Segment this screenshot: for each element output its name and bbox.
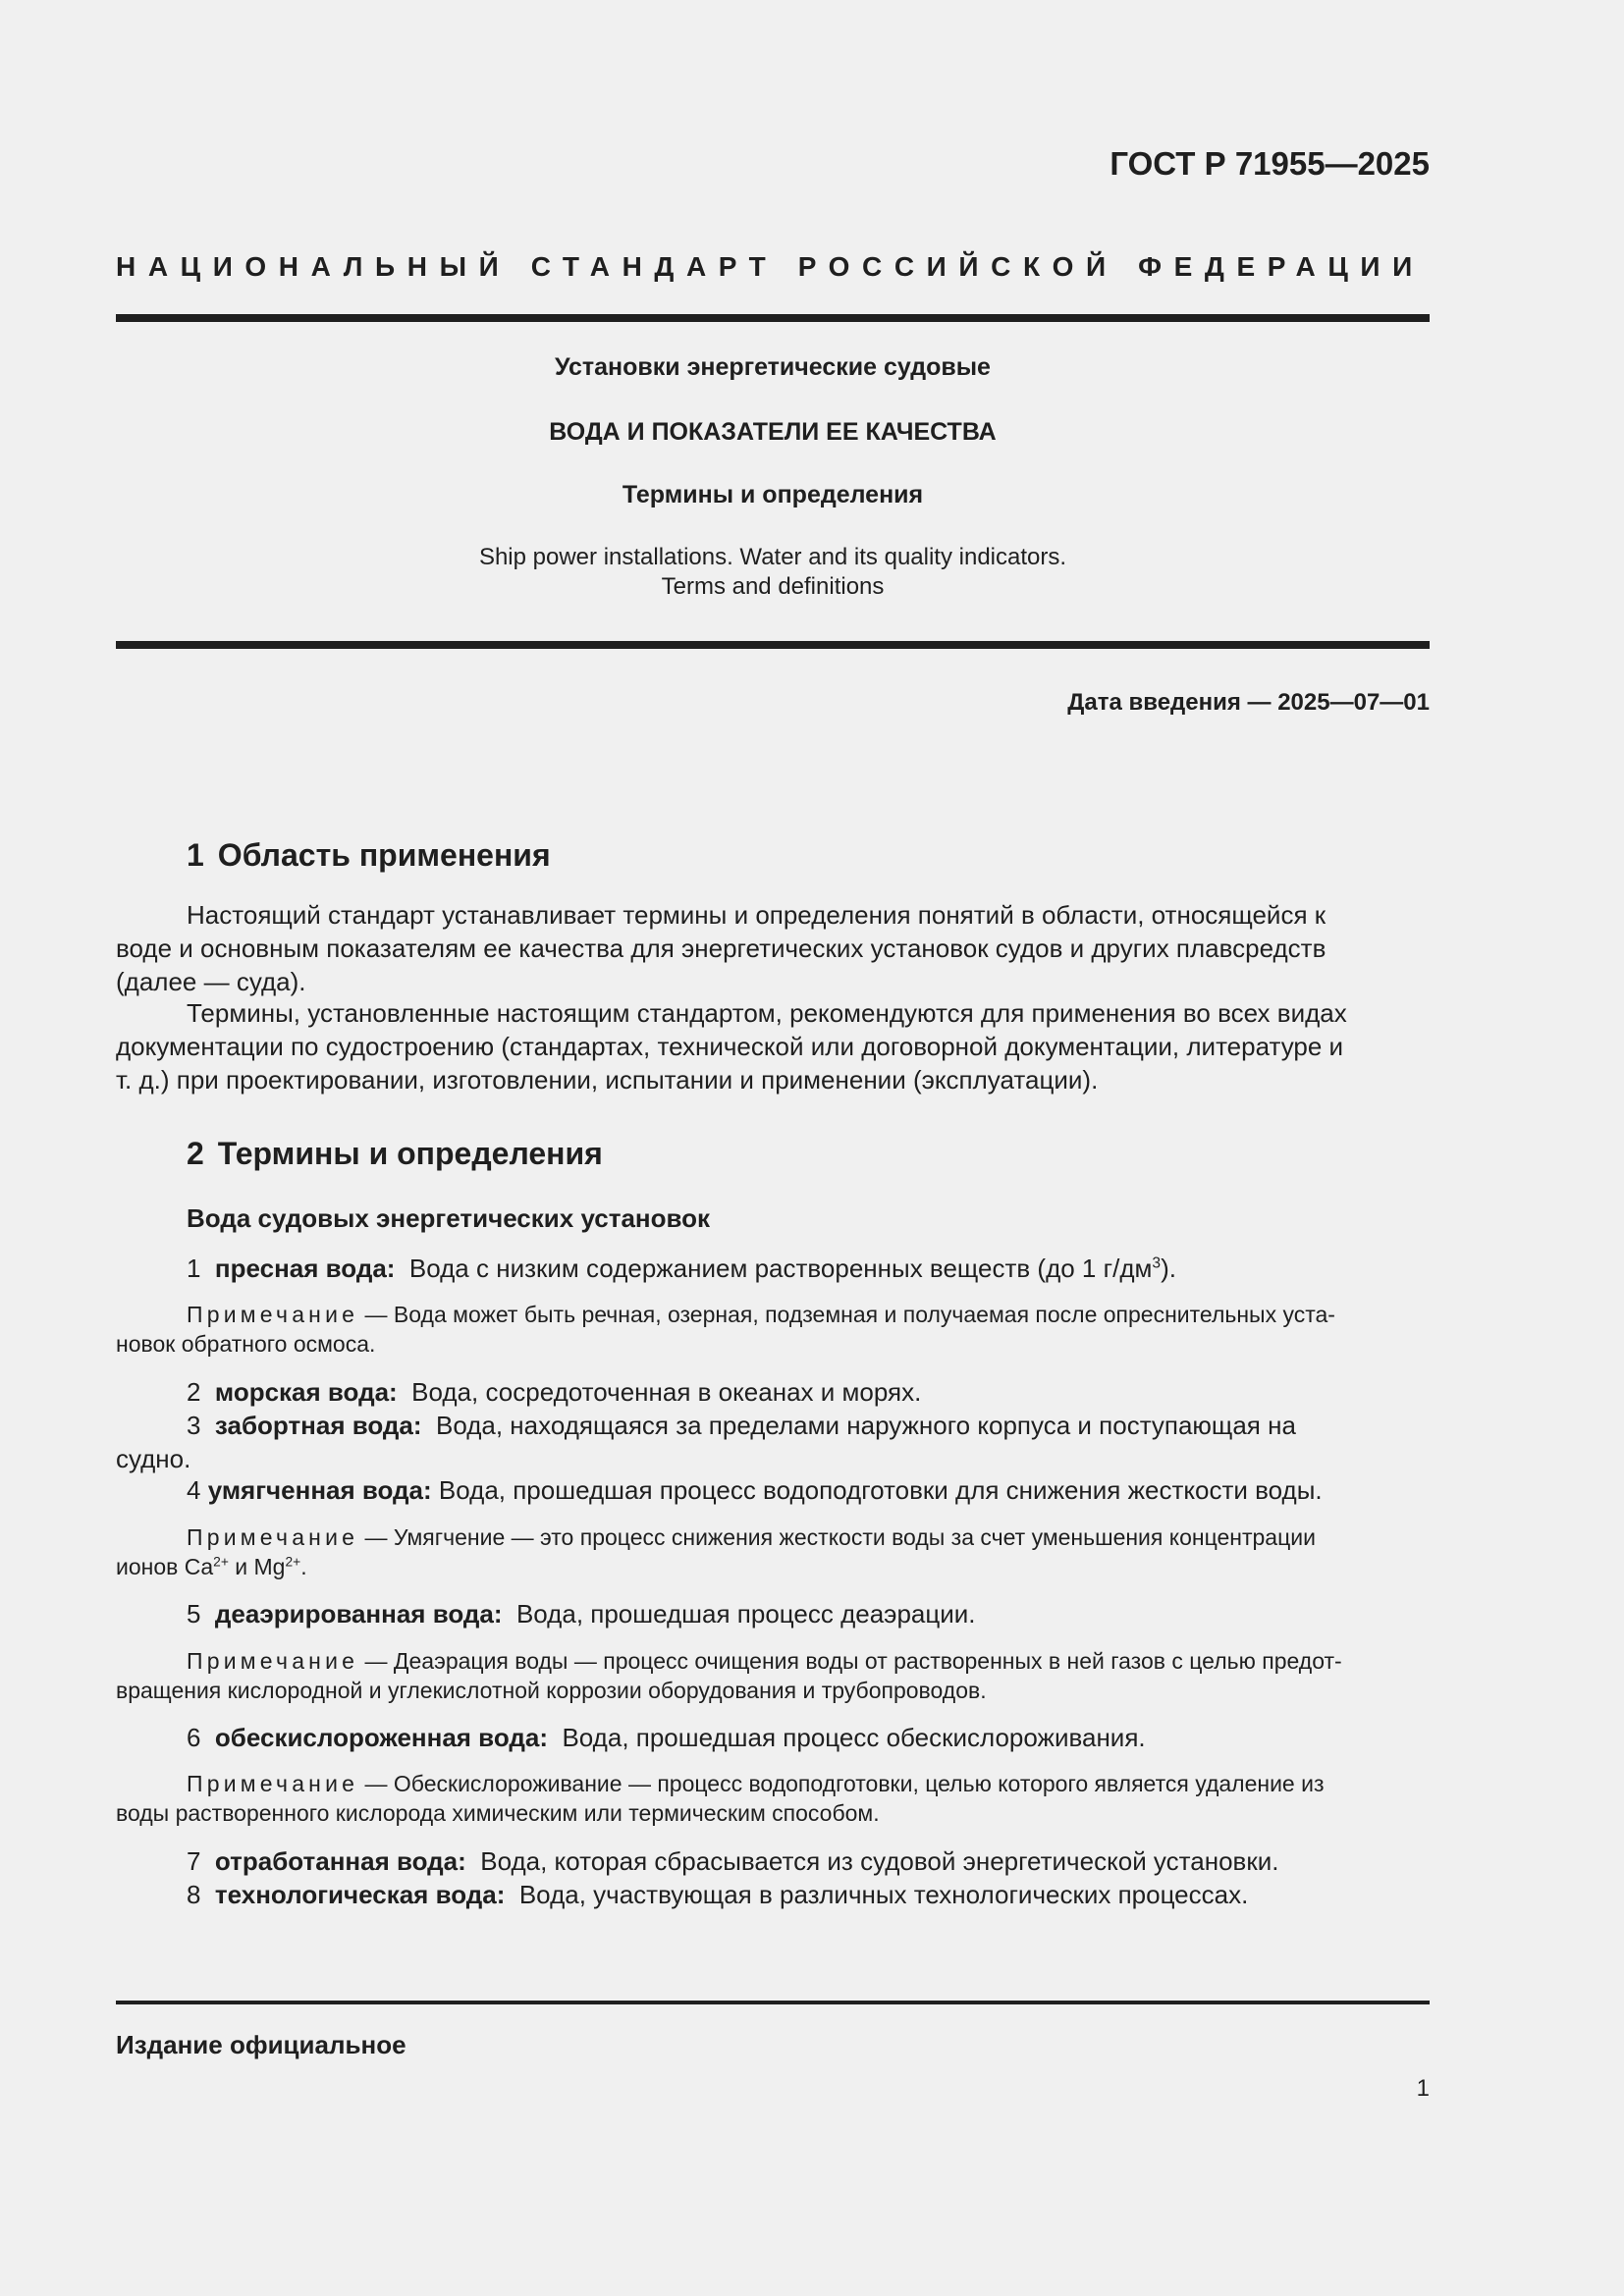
title-line-2: ВОДА И ПОКАЗАТЕЛИ ЕЕ КАЧЕСТВА (549, 418, 997, 446)
note-label: Примечание (187, 1771, 359, 1796)
section-title: Термины и определения (217, 1136, 603, 1171)
scope-paragraph-2 (116, 996, 1430, 1096)
term-entry-4: 4 умягченная вода: Вода, прошедшая процесс водоподготовки для снижения жесткости воды. (187, 1475, 1323, 1505)
document-code: ГОСТ Р 71955—2025 (1110, 145, 1430, 182)
term-entry-1: 1 пресная вода: Вода с низким содержанием растворенных веществ (до 1 $г/дм^3$). (187, 1254, 1176, 1283)
note-3: Примечание — Деаэрация воды — процесс очищения воды от растворенных в ней газов с целью предот- вращения кислородной и углекислотной коррозии оборудования и трубопроводов. (116, 1648, 1342, 1703)
term-entry-8: 8 технологическая вода: Вода, участвующая в различных технологических процессах. (187, 1880, 1249, 1909)
note-label: Примечание (187, 1648, 359, 1674)
term-entry-7: 7 отработанная вода: Вода, которая сбрасывается из судовой энергетической установки. (187, 1846, 1279, 1876)
term-name: морская вода: (214, 1377, 398, 1407)
text-line: т. д.) при проектировании, изготовлении, испытании и применении (эксплуатации). (116, 1065, 1099, 1095)
text-line: воде и основным показателям ее качества для энергетических установок судов и других плавсредств (116, 934, 1326, 963)
term-name: пресная вода: (214, 1254, 396, 1283)
term-name: технологическая вода: (214, 1880, 506, 1909)
text-line: Термины, установленные настоящим стандартом, рекомендуются для применения во всех видах (187, 998, 1347, 1028)
term-name: обескислороженная вода: (214, 1723, 548, 1752)
section-number: 2 (187, 1136, 204, 1171)
note-label: Примечание (187, 1302, 359, 1327)
term-name: умягченная вода: (207, 1475, 432, 1505)
official-edition-label: Издание официальное (116, 2030, 406, 2059)
section-title: Область применения (217, 837, 551, 873)
subsection-heading: Вода судовых энергетических установок (187, 1203, 711, 1233)
title-bottom-divider (116, 641, 1430, 649)
page-number: 1 (1416, 2075, 1430, 2102)
term-entry-6: 6 обескислороженная вода: Вода, прошедшая процесс обескислороживания. (187, 1723, 1146, 1752)
note-4: Примечание — Обескислороживание — процесс водоподготовки, целью которого является удаление из воды растворенного кислорода химическим или термическим способом. (116, 1771, 1325, 1826)
english-title-line-2: Terms and definitions (661, 573, 885, 600)
title-line-1: Установки энергетические судовые (555, 353, 991, 381)
note-label: Примечание (187, 1524, 359, 1550)
term-name: отработанная вода: (214, 1846, 466, 1876)
scope-paragraph-1 (116, 898, 1430, 998)
term-entry-3: 3 забортная вода: Вода, находящаяся за пределами наружного корпуса и поступающая на судно. (116, 1411, 1296, 1473)
footer-divider (116, 2001, 1430, 2004)
term-entry-5: 5 деаэрированная вода: Вода, прошедшая процесс деаэрации. (187, 1599, 976, 1629)
text-line: Настоящий стандарт устанавливает термины и определения понятий в области, относящейся к (187, 900, 1326, 930)
title-line-3: Термины и определения (622, 481, 924, 508)
text-line: (далее — суда). (116, 967, 306, 996)
term-name: забортная вода: (214, 1411, 422, 1440)
term-entry-2: 2 морская вода: Вода, сосредоточенная в океанах и морях. (187, 1377, 922, 1407)
term-name: деаэрированная вода: (214, 1599, 503, 1629)
national-standard-title: НАЦИОНАЛЬНЫЙ СТАНДАРТ РОССИЙСКОЙ ФЕДЕРАЦИИ (116, 251, 1425, 282)
section-1-heading (187, 837, 551, 874)
note-2: Примечание — Умягчение — это процесс снижения жесткости воды за счет уменьшения концентрации ионов $Ca^{2+}$ и $Mg^{2+}$. (116, 1524, 1316, 1579)
english-title-line-1: Ship power installations. Water and its quality indicators. (478, 544, 1067, 570)
note-1: Примечание — Вода может быть речная, озерная, подземная и получаемая после опреснительных уста- новок обратного осмоса. (116, 1302, 1335, 1357)
section-number: 1 (187, 837, 204, 873)
introduction-date: Дата введения — 2025—07—01 (1067, 689, 1430, 716)
text-line: документации по судостроению (стандартах, технической или договорной документации, литературе и (116, 1032, 1344, 1061)
top-divider (116, 314, 1430, 322)
section-2-heading (187, 1136, 603, 1172)
